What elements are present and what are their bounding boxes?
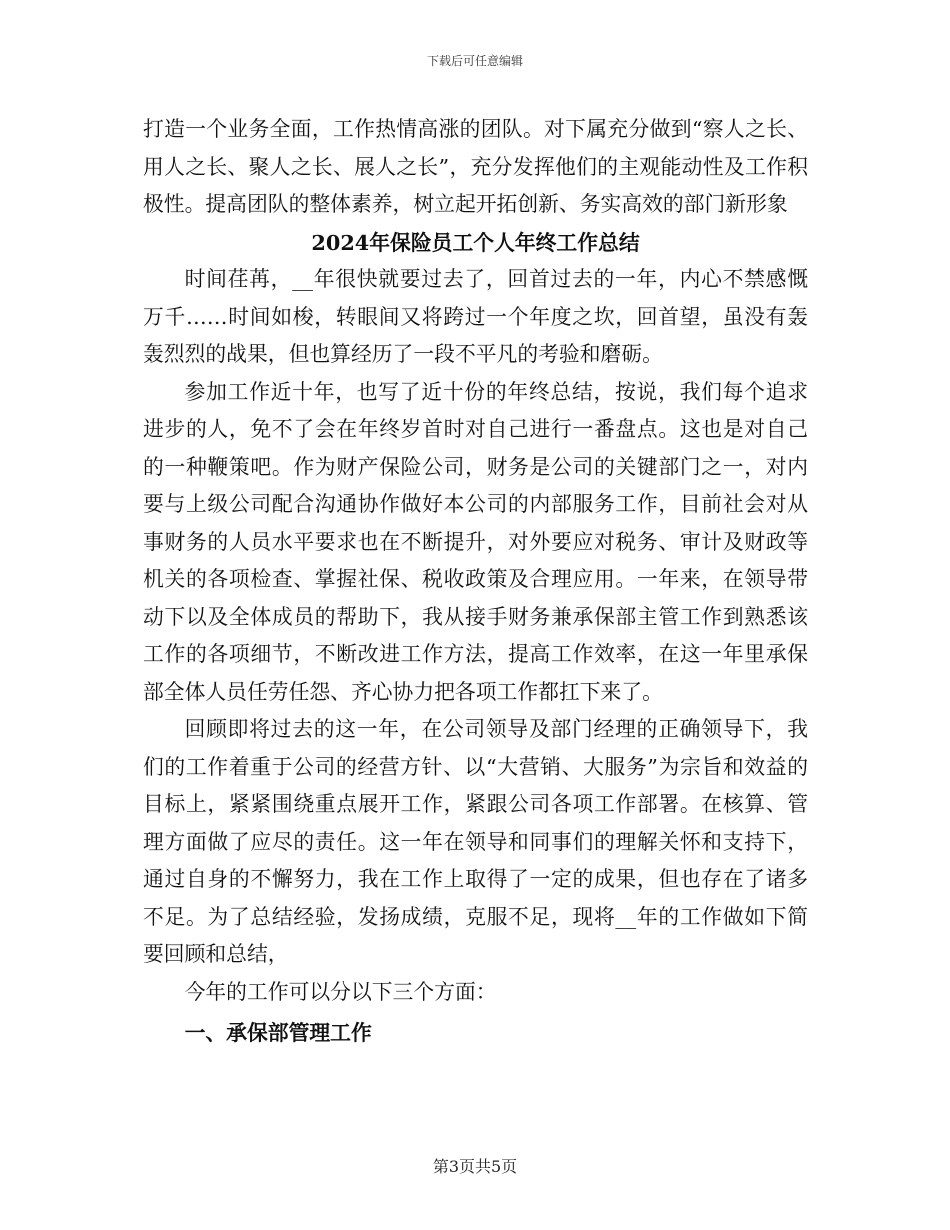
section-heading: 一、承保部管理工作 — [184, 1021, 372, 1045]
paragraph: 参加工作近十年，也写了近十份的年终总结，按说，我们每个追求进步的人，免不了会在年终岁首时对自己进行一番盘点。这也是对自己的一种鞭策吧。作为财产保险公司，财务是公司的关键部门之一，对内要与上级公司配合沟通协作做好本公司的内部服务工作，目前社会对从事财务的人员水平要求也在不断提升，对外要应对税务、审计及财政等机关的各项检查、掌握社保、税收政策及合理应用。一年来，在领导带动下以及全体成员的帮助下，我从接手财务兼承保部主管工作到熟悉该工作的各项细节，不断改进工作方法，提高工作效率，在这一年里承保部全体人员任劳任怨、齐心协力把各项工作都扛下来了。 — [143, 379, 808, 704]
paragraph: 今年的工作可以分以下三个方面： — [184, 979, 497, 1004]
continuation-paragraph: 打造一个业务全面，工作热情高涨的团队。对下属充分做到“察人之长、用人之长、聚人之长、展人之长”，充分发挥他们的主观能动性及工作积极性。提高团队的整体素养，树立起开拓创新、务实高效的部门新形象 — [143, 117, 808, 216]
page-number: 第3页共5页 — [432, 1157, 518, 1176]
document-body — [143, 111, 808, 1053]
paragraph: 时间荏苒，__年很快就要过去了，回首过去的一年，内心不禁感慨万千……时间如梭，转眼间又将跨过一个年度之坎，回首望，虽没有轰轰烈烈的战果，但也算经历了一段不平凡的考验和磨砺。 — [143, 267, 808, 366]
page-header: 下载后可任意编辑 — [426, 54, 523, 68]
paragraph: 回顾即将过去的这一年，在公司领导及部门经理的正确领导下，我们的工作着重于公司的经营方针、以“大营销、大服务”为宗旨和效益的目标上，紧紧围绕重点展开工作，紧跟公司各项工作部署。在核算、管理方面做了应尽的责任。这一年在领导和同事们的理解关怀和支持下，通过自身的不懈努力，我在工作上取得了一定的成果，但也存在了诸多不足。为了总结经验，发扬成绩，克服不足，现将__年的工作做如下简要回顾和总结， — [143, 717, 808, 966]
document-title: 2024年保险员工个人年终工作总结 — [311, 229, 640, 255]
